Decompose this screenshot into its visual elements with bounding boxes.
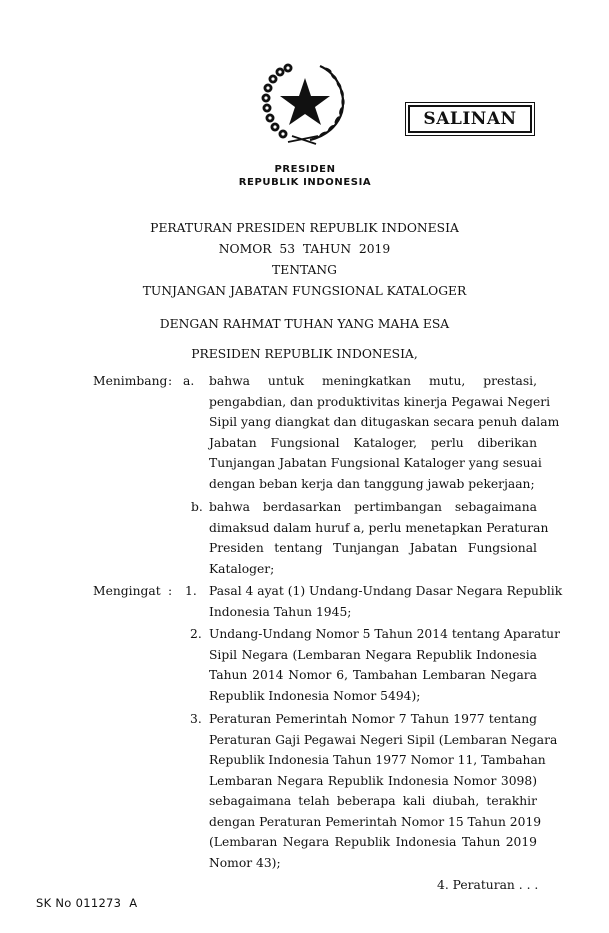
text-line: Peraturan Pemerintah Nomor 7 Tahun 1977 tentang bbox=[209, 712, 537, 726]
mengingat-label: Mengingat bbox=[93, 584, 161, 598]
text-line: Indonesia Tahun 1945; bbox=[209, 604, 352, 619]
regulation-tentang: TENTANG bbox=[272, 263, 337, 277]
text-line: (Lembaran Negara Republik Indonesia Tahun 2019 bbox=[209, 835, 537, 849]
text-line: Nomor 43); bbox=[209, 855, 281, 870]
text-line: Pasal 4 ayat (1) Undang-Undang Dasar Negara Republik bbox=[209, 584, 563, 598]
text-line: pengabdian, dan produktivitas kinerja Pegawai Negeri bbox=[209, 394, 551, 409]
sk-number: SK No 011273 A bbox=[36, 896, 138, 910]
mengingat-colon: : bbox=[168, 584, 173, 598]
salinan-stamp: SALINAN bbox=[408, 105, 532, 133]
menimbang-colon: : bbox=[168, 374, 173, 388]
item-marker: 3. bbox=[190, 712, 202, 726]
text-line: Undang-Undang Nomor 5 Tahun 2014 tentang Aparatur bbox=[209, 627, 560, 641]
text-line: Republik Indonesia Nomor 5494); bbox=[209, 688, 421, 703]
text-line: Kataloger; bbox=[209, 561, 275, 576]
garuda-star-emblem-icon bbox=[258, 60, 350, 146]
text-line: dengan Peraturan Pemerintah Nomor 15 Tahun 2019 bbox=[209, 814, 542, 829]
page-continuation: 4. Peraturan . . . bbox=[437, 878, 539, 892]
text-line: Lembaran Negara Republik Indonesia Nomor 3098) bbox=[209, 773, 537, 788]
item-marker: b. bbox=[191, 500, 203, 514]
issuer-line-2: REPUBLIK INDONESIA bbox=[238, 177, 372, 188]
item-marker: 1. bbox=[185, 584, 197, 598]
text-line: bahwa untuk meningkatkan mutu, prestasi, bbox=[209, 374, 537, 388]
text-line: Tunjangan Jabatan Fungsional Kataloger yang sesuai bbox=[209, 456, 542, 470]
item-marker: 2. bbox=[190, 627, 202, 641]
text-line: Republik Indonesia Tahun 1977 Nomor 11, Tambahan bbox=[209, 753, 546, 767]
text-line: Peraturan Gaji Pegawai Negeri Sipil (Lembaran Negara bbox=[209, 732, 558, 747]
text-line: Presiden tentang Tunjangan Jabatan Fungsional bbox=[209, 541, 537, 555]
item-marker: a. bbox=[183, 374, 195, 388]
text-line: dimaksud dalam huruf a, perlu menetapkan Peraturan bbox=[209, 520, 549, 535]
text-line: Jabatan Fungsional Kataloger, perlu diberikan bbox=[209, 435, 537, 450]
regulation-subject: TUNJANGAN JABATAN FUNGSIONAL KATALOGER bbox=[142, 284, 467, 298]
issuer-line-1: PRESIDEN bbox=[274, 164, 336, 175]
regulation-title: PERATURAN PRESIDEN REPUBLIK INDONESIA bbox=[150, 221, 459, 235]
text-line: bahwa berdasarkan pertimbangan sebagaimana bbox=[209, 500, 537, 514]
text-line: Tahun 2014 Nomor 6, Tambahan Lembaran Negara bbox=[209, 668, 537, 682]
menimbang-label: Menimbang bbox=[93, 374, 168, 388]
text-line: dengan beban kerja dan tanggung jawab pekerjaan; bbox=[209, 476, 535, 491]
regulation-number: NOMOR 53 TAHUN 2019 bbox=[218, 242, 391, 256]
preamble-invocation: DENGAN RAHMAT TUHAN YANG MAHA ESA bbox=[159, 317, 450, 331]
text-line: Sipil yang diangkat dan ditugaskan secara penuh dalam bbox=[209, 415, 560, 429]
text-line: sebagaimana telah beberapa kali diubah, terakhir bbox=[209, 794, 537, 808]
text-line: Sipil Negara (Lembaran Negara Republik Indonesia bbox=[209, 647, 537, 662]
preamble-president: PRESIDEN REPUBLIK INDONESIA, bbox=[191, 347, 418, 361]
